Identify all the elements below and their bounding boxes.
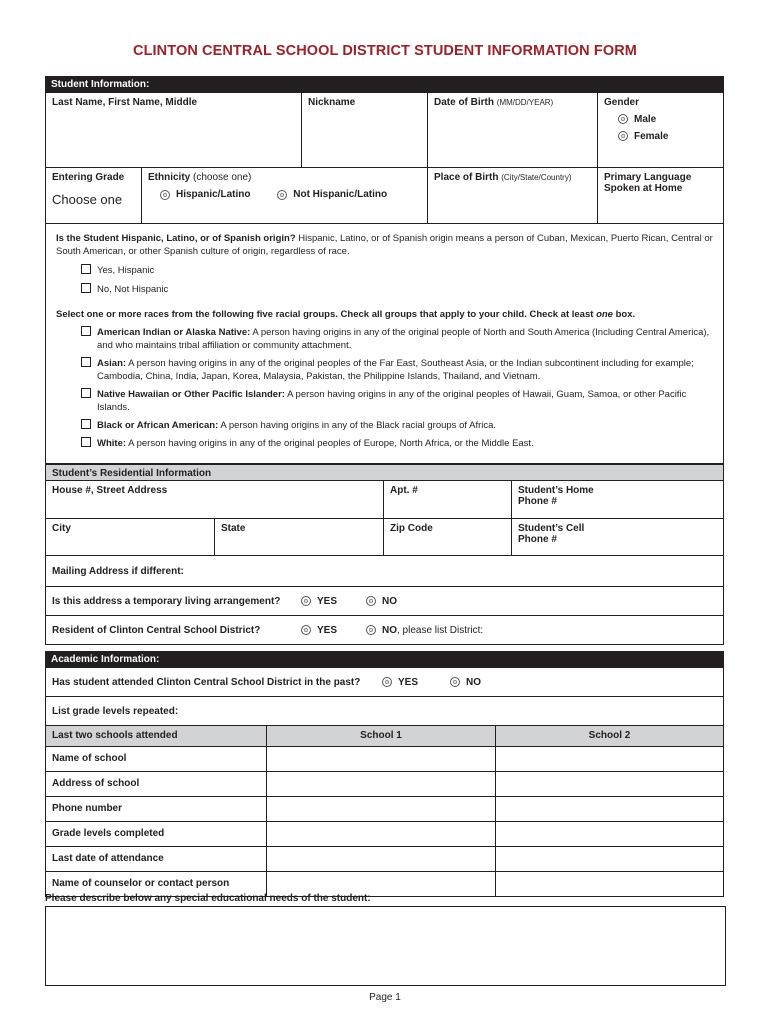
ethnicity-field xyxy=(141,168,427,223)
checkbox-icon[interactable] xyxy=(81,437,91,447)
school1-last-date-input[interactable] xyxy=(266,847,495,871)
temp-no-option[interactable]: NO xyxy=(366,596,397,607)
temp-question: Is this address a temporary living arrangement? xyxy=(52,595,281,607)
radio-icon[interactable] xyxy=(450,677,460,687)
student-info-row-1 xyxy=(45,93,724,168)
page-number: Page 1 xyxy=(369,992,401,1003)
race-instruction: Select one or more races from the following five racial groups. Check all groups that apply to your child. Check at least one box. xyxy=(56,309,636,320)
nickname-label: Nickname xyxy=(308,97,356,108)
hispanic-option-yes[interactable]: Yes, Hispanic xyxy=(81,264,713,277)
school-row-grades: Grade levels completed xyxy=(45,822,724,847)
state-label: State xyxy=(221,523,246,534)
address-label: House #, Street Address xyxy=(52,485,168,496)
special-needs-label: Please describe below any special educational needs of the student: xyxy=(45,893,371,904)
school-row-phone: Phone number xyxy=(45,797,724,822)
city-field[interactable] xyxy=(46,519,214,555)
nickname-field[interactable] xyxy=(301,93,427,167)
school-row-name: Name of school xyxy=(45,747,724,772)
grade-select[interactable]: Choose one xyxy=(52,192,123,207)
gender-option-female[interactable]: Female xyxy=(618,131,717,142)
race-option-pacific-islander[interactable]: Native Hawaiian or Other Pacific Islander: A person having origins in any of the original peoples of Hawaii, Guam, Samoa, or other Pacific Islands. xyxy=(81,388,713,414)
resident-row xyxy=(45,616,724,645)
resident-yes-option[interactable]: YES xyxy=(301,625,366,636)
name-field[interactable] xyxy=(46,93,301,167)
attended-question: Has student attended Clinton Central School District in the past? xyxy=(52,676,361,688)
language-label: Primary Language Spoken at Home xyxy=(604,172,692,194)
zip-label: Zip Code xyxy=(390,523,433,534)
school2-address-input[interactable] xyxy=(495,772,723,796)
state-field[interactable] xyxy=(214,519,383,555)
gender-option-male[interactable]: Male xyxy=(618,114,717,125)
attended-row xyxy=(45,668,724,697)
school2-last-date-input[interactable] xyxy=(495,847,723,871)
special-needs-textarea[interactable] xyxy=(45,906,726,986)
radio-icon[interactable] xyxy=(301,596,311,606)
birthplace-field[interactable] xyxy=(427,168,597,223)
hispanic-question: Is the Student Hispanic, Latino, or of Spanish origin? Hispanic, Latino, or of Spanish origin means a person of Cuban, Mexican, Puerto Rican, Central or South American, or other Spanish culture of origin, regardless of race. xyxy=(56,233,713,257)
student-info-row-2 xyxy=(45,168,724,224)
radio-icon[interactable] xyxy=(160,190,170,200)
ethnicity-race-section xyxy=(45,224,724,464)
resident-question: Resident of Clinton Central School District? xyxy=(52,624,261,636)
address-field[interactable] xyxy=(46,481,383,518)
cell-phone-label: Student’s Cell Phone # xyxy=(518,523,585,545)
radio-icon[interactable] xyxy=(301,625,311,635)
race-option-american-indian[interactable]: American Indian or Alaska Native: A person having origins in any of the original people of North and South America (Including Central America), and who maintains tribal affiliation or community attachment. xyxy=(81,326,713,352)
residential-row-2 xyxy=(45,519,724,556)
school2-grades-input[interactable] xyxy=(495,822,723,846)
ethnicity-option-hispanic[interactable]: Hispanic/Latino xyxy=(160,189,250,200)
hispanic-option-no[interactable]: No, Not Hispanic xyxy=(81,283,713,296)
ethnicity-hint: (choose one) xyxy=(193,172,252,183)
school2-phone-input[interactable] xyxy=(495,797,723,821)
gender-label: Gender xyxy=(604,97,640,108)
school-row-last-date: Last date of attendance xyxy=(45,847,724,872)
repeated-row[interactable] xyxy=(45,697,724,726)
schools-header-row xyxy=(45,726,724,747)
school-row-counselor: Name of counselor or contact person xyxy=(45,872,724,897)
home-phone-field[interactable] xyxy=(511,481,723,518)
race-option-white[interactable]: White: A person having origins in any of the original peoples of Europe, North Africa, or the Middle East. xyxy=(81,437,713,450)
resident-no-option[interactable]: NO , please list District: xyxy=(366,625,483,636)
dob-label: Date of Birth xyxy=(434,97,494,108)
apt-label: Apt. # xyxy=(390,485,418,496)
checkbox-icon[interactable] xyxy=(81,357,91,367)
race-option-asian[interactable]: Asian: A person having origins in any of the original peoples of the Far East, Southeast Asia, or the Indian subcontinent including for example; Cambodia, China, India, Japan, Korea, Malaysia, Pakistan, the Philippine Islands, Thailand, and Vietnam. xyxy=(81,357,713,383)
language-field[interactable] xyxy=(597,168,723,223)
school1-header: School 1 xyxy=(266,726,495,746)
school-row-address: Address of school xyxy=(45,772,724,797)
grade-field[interactable] xyxy=(46,168,141,223)
residential-row-1 xyxy=(45,481,724,519)
cell-phone-field[interactable] xyxy=(511,519,723,555)
ethnicity-option-not-hispanic[interactable]: Not Hispanic/Latino xyxy=(277,189,387,200)
student-info-header: Student Information: xyxy=(45,76,724,93)
apt-field[interactable] xyxy=(383,481,511,518)
zip-field[interactable] xyxy=(383,519,511,555)
checkbox-icon[interactable] xyxy=(81,388,91,398)
school1-address-input[interactable] xyxy=(266,772,495,796)
resident-no-hint: , please list District: xyxy=(397,624,484,636)
dob-hint: (MM/DD/YEAR) xyxy=(496,98,554,107)
radio-icon[interactable] xyxy=(618,114,628,124)
race-option-black[interactable]: Black or African American: A person having origins in any of the Black racial groups of Africa. xyxy=(81,419,713,432)
radio-icon[interactable] xyxy=(366,625,376,635)
school1-name-input[interactable] xyxy=(266,747,495,771)
school2-name-input[interactable] xyxy=(495,747,723,771)
birthplace-hint: (City/State/Country) xyxy=(501,173,572,182)
checkbox-icon[interactable] xyxy=(81,419,91,429)
city-label: City xyxy=(52,523,71,534)
school1-phone-input[interactable] xyxy=(266,797,495,821)
schools-header: Last two schools attended xyxy=(52,730,178,741)
repeated-label: List grade levels repeated: xyxy=(52,705,179,717)
radio-icon[interactable] xyxy=(366,596,376,606)
ethnicity-label: Ethnicity xyxy=(148,172,191,183)
attended-yes-option[interactable]: YES xyxy=(382,677,450,688)
gender-field xyxy=(597,93,723,167)
school1-grades-input[interactable] xyxy=(266,822,495,846)
checkbox-icon[interactable] xyxy=(81,264,91,274)
birthplace-label: Place of Birth xyxy=(434,172,499,183)
mailing-row[interactable] xyxy=(45,556,724,587)
radio-icon[interactable] xyxy=(382,677,392,687)
radio-icon[interactable] xyxy=(618,131,628,141)
dob-field[interactable] xyxy=(427,93,597,167)
school2-header: School 2 xyxy=(495,726,723,746)
checkbox-icon[interactable] xyxy=(81,326,91,336)
checkbox-icon[interactable] xyxy=(81,283,91,293)
school2-counselor-input[interactable] xyxy=(495,872,723,896)
grade-label: Entering Grade xyxy=(52,172,125,183)
form-title: CLINTON CENTRAL SCHOOL DISTRICT STUDENT INFORMATION FORM xyxy=(133,43,637,59)
student-form xyxy=(45,76,724,897)
name-label: Last Name, First Name, Middle xyxy=(52,97,198,108)
academic-header: Academic Information: xyxy=(45,651,724,668)
radio-icon[interactable] xyxy=(277,190,287,200)
home-phone-label: Student’s Home Phone # xyxy=(518,485,594,507)
residential-header: Student’s Residential Information xyxy=(45,464,724,481)
attended-no-option[interactable]: NO xyxy=(450,677,481,688)
temp-yes-option[interactable]: YES xyxy=(301,596,366,607)
mailing-label: Mailing Address if different: xyxy=(52,565,184,577)
temp-living-row xyxy=(45,587,724,616)
